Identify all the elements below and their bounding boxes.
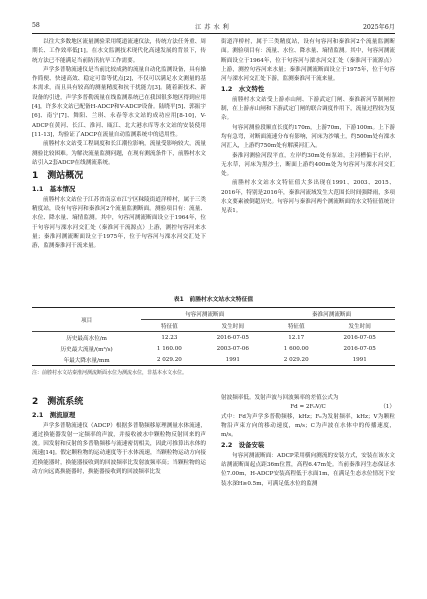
subsection-heading: 1.2 水文特性 [221,85,265,94]
left-column-top [32,38,206,252]
left-column-bottom [32,394,206,477]
subheader-time: 发生时间 [324,320,395,332]
cell: 12.23 [161,334,178,341]
right-column-top [221,38,395,217]
row-label: 历史最大流量/(m³/s) [60,346,113,353]
paragraph: 前塍村水文站水文特征值大多出现在1991、2003、2015、2016年，特别是2016年，秦淮河流域发生大范围长时间强降雨，多项水文要素被倒超历史。句容河与秦淮河两个测流断面的水文特征值统计见表1。 [221,180,395,215]
section-heading: 1 测站概况 [32,171,84,182]
table-1 [32,294,395,376]
paragraph: 前塍村水文站位于江苏省南京市江宁区秣陵街道洋桥村，属于三类精度站，设有句容河和秦淮河2个流量监测断面。测验项目有：流量、水位、降水量、墒情监测。其中，句容河测流断面设立于1964年，位于句容河与溧水河交汇处（秦淮河干流源点）上游，测控句容河来水量；秦淮河测流断面设立于1975年，位于句容河与溧水河交汇处下游，监测秦淮河干流来量。 [32,196,206,250]
header-rule [32,33,395,34]
row-label: 历史最高水位/m [66,335,107,342]
paragraph: 声学多普勒流速仪是当前比较成熟的流量自动化监测设备，具有操作简便、快速高效、稳定可靠等优点[2]，不仅可以满足水文测量的基本需求，而且具有较高的测量精度和抗干扰能力[3]。随着新技术、新设备的引进，声学多普勒流量在线监测系统已在我国很多地区得到应用[4]，许多水文站已配备H-ADCP和V-ADCP设备。陆晓平[5]、郭振宇[6]、南宁[7]、舞阳、兰琪、永春等水文站的成功应用[8-10]，V-ADCP在黄河、长江、淮河、瓯江、北大港水库等水文站的安装使用[11-13]，均验证了ADCP在流量自动监测系统中的适用性。 [32,66,206,138]
cell: 12.17 [288,334,305,341]
cell: 1991 [198,354,269,366]
cell: 1991 [324,354,395,366]
header-group-1: 句容河测流断面 [141,308,268,320]
paragraph: 句容河测流断面：ADCP采用横向测流的安装方式，安装在该水文站测流断面起点距36m位置，高程6.47m处。当前秦淮河生态保证水位7.00m，H-ADCP安装高程低于水面1m，在满足生态水位情况下安装水深H≥0.5m，可满足低水位的监测 [221,452,395,487]
subsection-heading: 2.2 设备安装 [221,441,265,450]
paragraph: 句容河测验段顺直长度约170m，上游70m，下游100m。上下游均有急弯，对断面流速分布有影响，河床为沙壤土，约500m处有溧水河汇入，上游约750m处有解溪河汇入。 [221,124,395,150]
header-group-2: 秦淮河测流断面 [268,308,395,320]
table-row [32,343,395,354]
subsection-heading: 2.1 测流原理 [32,411,76,420]
table-note: 注：前塍村水文站秦淮河测流断面水位为测流水位，非基本水文水位。 [32,370,188,376]
subheader-value: 特征值 [141,320,197,332]
paragraph: 前塍村水文站受上游赤山闸、下游武定门闸、秦淮新河节制闸控制，在上游赤山闸和下游武定门闸的联合调度作用下，流量过程较为复杂。 [221,96,395,122]
subheader-time: 发生时间 [198,320,269,332]
table-caption: 表1 前塍村水文站水文特征值 [173,297,254,303]
paragraph: 声学多普勒流速仪（ADCP）根据多普勒频移原理测量水体流速，通过换能器发射一定频率的声波，并接收被水中颗粒物反射回来的声波。因发射和反射的多普勒频移与流速密切相关，因此可推算出水体的流速[14]。假定颗粒物的运动速度等于水体流速，当颗粒物运动方向接近换能器时，换能器接收到的回波频率比发射波频率高；当颗粒物的运动方向远离换能器时，换能器接收到的回波频率比发 [32,422,206,476]
cell: 2016-07-05 [216,334,249,341]
paragraph: 以往大多数地区流量测验采用缆道流速仪法，传统方法任务重、周期长、工作效率低[1]。在水文监测技术现代化高速发展的背景下，传统方法已不能满足当前防汛抗旱工作需要。 [32,39,206,64]
cell: 2 029.20 [141,354,197,366]
header-item: 项目 [32,308,141,332]
equation-body: Fd = 2F₀V/C [290,404,326,411]
paragraph-continued: 射波频率低。发射声波与回波频率的差值公式为 [221,395,339,401]
equation-number: （1） [380,404,395,411]
cell: 2016-07-05 [343,345,376,352]
table-row [32,354,395,366]
cell: 1 160.00 [156,345,182,352]
cell: 2 029.20 [268,354,324,366]
cell: 2003-07-06 [216,345,249,352]
issue-date: 2025年6月 [362,24,395,31]
paragraph: 秦淮河测验河段平直，左岸约30m处有泵站，主河槽偏于右岸，无水草，河床为黑沙土，断面上游约400m处为句容河与溧水河交汇处。 [221,152,395,178]
cell: 1 600.00 [283,345,309,352]
subheader-value: 特征值 [268,320,324,332]
paragraph-continued: 街道洋桥村，属于三类精度站，设有句容河和秦淮河2个流量监测断面。测验项目有：流量、水位、降水量、墒情监测。其中，句容河测流断面设立于1964年，位于句容河与溧水河交汇处（秦淮河干流源点）上游，测控句容河来水量；秦淮河测流断面设立于1975年，位于句容河与溧水河交汇处下游，监测秦淮河干流来量。 [221,39,395,83]
paragraph: 式中：Fd为声学多普勒频移，kHz；F₀为发射频率，kHz；V为颗粒物沿声束方向的移动速度，m/s；C为声波在水体中的传播速度，m/s。 [221,413,395,439]
row-label: 年最大降水量/mm [32,354,141,366]
page-number: 58 [32,22,40,29]
equation-1 [221,403,395,412]
journal-name: 江苏水利 [195,24,232,31]
characteristics-table [32,307,395,366]
section-heading: 2 测流系统 [32,397,84,407]
paragraph: 前塍村水文站受工程调度和长江潮位影响，流量受影响较大，流量测验比较困难。为解决流量监测问题，在现有测流条件下，前塍村水文站引入2套ADCP在线测流系统。 [32,141,206,166]
table-header-row [32,308,395,320]
subsection-heading: 1.1 基本情况 [32,185,76,194]
table-row [32,332,395,344]
right-column-bottom [221,394,395,489]
cell: 2016-07-05 [343,334,376,341]
